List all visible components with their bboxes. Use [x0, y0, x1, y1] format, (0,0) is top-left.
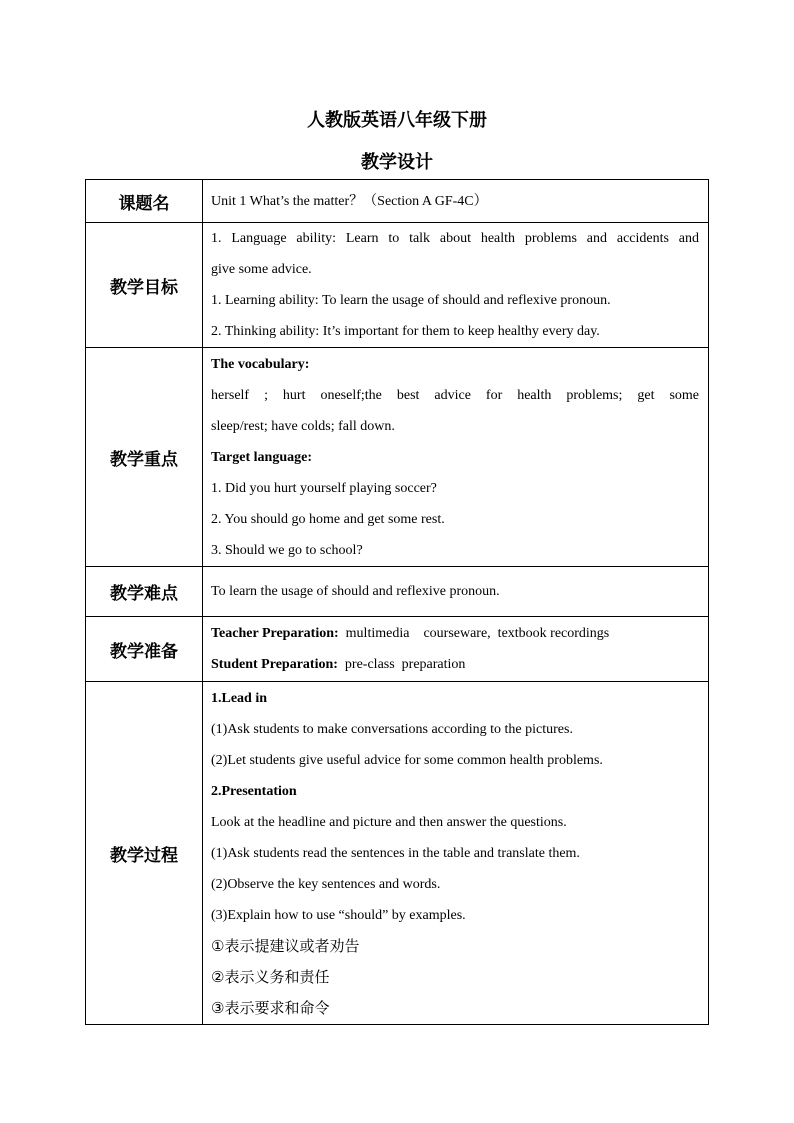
student-preparation-text: pre-class preparation — [337, 657, 466, 672]
presentation-line: (2)Observe the key sentences and words. — [211, 876, 441, 892]
row-header-process: 教学过程 — [86, 682, 203, 1025]
topic-cell — [203, 180, 709, 223]
should-usage-line: ②表示义务和责任 — [211, 967, 330, 986]
objective-line: give some advice. — [211, 262, 312, 277]
student-preparation-label: Student Preparation: — [211, 657, 338, 672]
row-objectives — [86, 223, 709, 348]
lesson-plan-table — [85, 179, 709, 1025]
row-header-difficulties: 教学难点 — [86, 567, 203, 617]
row-header-topic: 课题名 — [86, 180, 203, 223]
target-language-heading: Target language: — [211, 449, 312, 465]
objectives-cell — [203, 223, 709, 348]
teacher-preparation-text: multimedia courseware, textbook recordings — [338, 626, 610, 641]
vocabulary-line: sleep/rest; have colds; fall down. — [211, 418, 395, 434]
lead-in-line: (1)Ask students to make conversations according to the pictures. — [211, 721, 573, 737]
row-key-points — [86, 348, 709, 567]
presentation-line: (3)Explain how to use “should” by examples. — [211, 907, 466, 923]
row-header-preparation: 教学准备 — [86, 617, 203, 682]
process-cell — [203, 682, 709, 1025]
row-process — [86, 682, 709, 1025]
teacher-preparation-line — [211, 618, 699, 649]
should-usage-line: ③表示要求和命令 — [211, 998, 330, 1017]
objective-line: 1. Language ability: Learn to talk about health problems and accidents and — [211, 231, 699, 246]
lead-in-heading: 1.Lead in — [211, 690, 268, 706]
document-subtitle: 教学设计 — [361, 152, 433, 173]
objective-line: 2. Thinking ability: It’s important for them to keep healthy every day. — [211, 324, 600, 339]
should-usage-line: ①表示提建议或者劝告 — [211, 936, 360, 955]
target-language-line: 1. Did you hurt yourself playing soccer? — [211, 480, 437, 496]
row-header-objectives: 教学目标 — [86, 223, 203, 348]
teacher-preparation-label: Teacher Preparation: — [211, 626, 339, 641]
row-preparation — [86, 617, 709, 682]
key-points-cell — [203, 348, 709, 567]
presentation-heading: 2.Presentation — [211, 783, 297, 799]
vocabulary-heading: The vocabulary: — [211, 356, 310, 372]
presentation-line: Look at the headline and picture and then answer the questions. — [211, 814, 567, 830]
objective-line: 1. Learning ability: To learn the usage of should and reflexive pronoun. — [211, 293, 611, 308]
target-language-line: 3. Should we go to school? — [211, 542, 363, 558]
row-difficulties — [86, 567, 709, 617]
vocabulary-line: herself ; hurt oneself;the best advice for health problems; get some — [211, 387, 699, 403]
difficulties-cell — [203, 567, 709, 617]
student-preparation-line — [211, 649, 699, 680]
presentation-line: (1)Ask students read the sentences in the table and translate them. — [211, 845, 580, 861]
preparation-cell — [203, 617, 709, 682]
difficulties-text: To learn the usage of should and reflexive pronoun. — [211, 584, 500, 599]
row-topic — [86, 180, 709, 223]
target-language-line: 2. You should go home and get some rest. — [211, 511, 445, 527]
document-title: 人教版英语八年级下册 — [307, 110, 487, 131]
row-header-key-points: 教学重点 — [86, 348, 203, 567]
topic-text: Unit 1 What’s the matter？（Section A GF-4C） — [211, 193, 488, 209]
lead-in-line: (2)Let students give useful advice for some common health problems. — [211, 752, 603, 768]
